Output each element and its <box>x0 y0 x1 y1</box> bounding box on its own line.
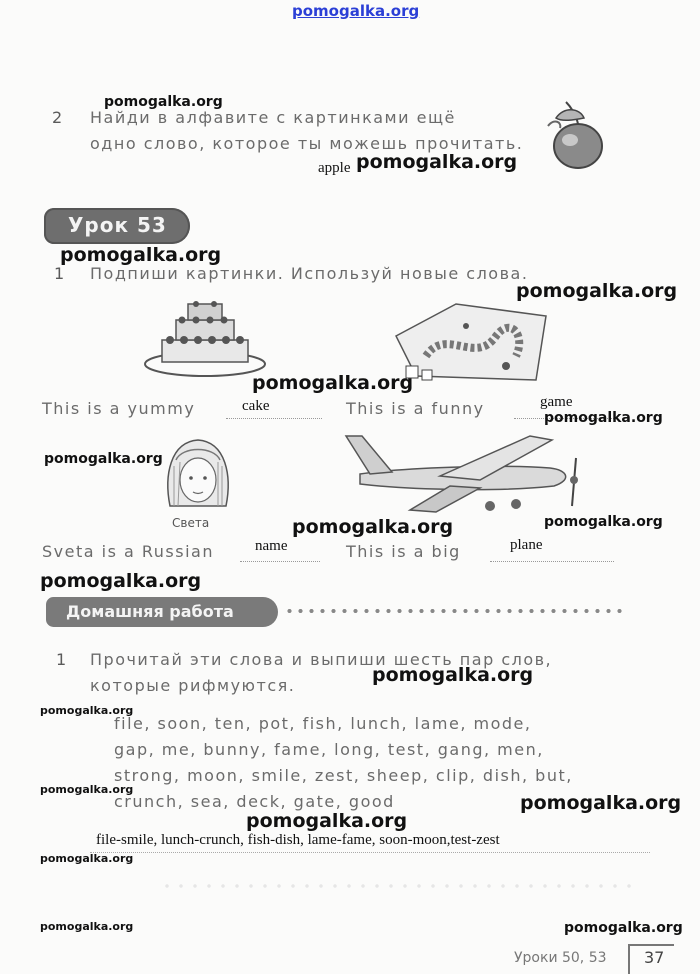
watermark: pomogalka.org <box>544 514 663 530</box>
sentence-1: This is a yummy <box>42 399 196 418</box>
footer-lessons: Уроки 50, 53 <box>514 950 607 966</box>
homework-instruction-line1: Прочитай эти слова и выпиши шесть пар слов, <box>90 650 553 669</box>
homework-badge <box>46 597 278 627</box>
watermark: pomogalka.org <box>104 94 223 110</box>
watermark: pomogalka.org <box>356 151 518 173</box>
exercise-text-line1: Найди в алфавите с картинками ещё <box>90 108 456 127</box>
cake-illustration <box>140 292 270 382</box>
answer-line <box>90 852 650 853</box>
sentence-3: Sveta is a Russian <box>42 542 214 561</box>
watermark: pomogalka.org <box>564 920 683 936</box>
watermark: pomogalka.org <box>40 570 202 592</box>
answer-cake: cake <box>242 398 270 414</box>
exercise-text-line2: одно слово, которое ты можешь прочитать. <box>90 134 524 153</box>
watermark-top[interactable]: pomogalka.org <box>292 2 420 20</box>
word-list-line: strong, moon, smile, zest, sheep, clip, dish, but, <box>114 766 573 785</box>
handwritten-answer: apple <box>318 160 351 176</box>
watermark: pomogalka.org <box>44 451 163 467</box>
watermark: pomogalka.org <box>292 516 454 538</box>
word-list-line: file, soon, ten, pot, fish, lunch, lame, mode, <box>114 714 532 733</box>
watermark: pomogalka.org <box>40 852 134 865</box>
watermark: pomogalka.org <box>544 410 663 426</box>
answer-line <box>240 561 320 562</box>
caption-sveta: Света <box>172 516 210 530</box>
exercise-instruction: Подпиши картинки. Используй новые слова. <box>90 264 529 283</box>
exercise-number: 2 <box>52 108 63 127</box>
exercise-number: 1 <box>54 264 65 283</box>
sentence-4: This is a big <box>346 542 461 561</box>
homework-title: Домашняя работа <box>66 602 234 621</box>
watermark: pomogalka.org <box>252 372 414 394</box>
word-list-line: gap, me, bunny, fame, long, test, gang, men, <box>114 740 544 759</box>
watermark: pomogalka.org <box>372 664 534 686</box>
girl-illustration <box>160 436 236 516</box>
answer-line <box>226 418 322 419</box>
homework-instruction-line2: которые рифмуются. <box>90 676 296 695</box>
apple-illustration <box>540 96 620 176</box>
watermark: pomogalka.org <box>40 704 134 717</box>
exercise-number: 1 <box>56 650 67 669</box>
page-number: 37 <box>644 948 665 967</box>
watermark: pomogalka.org <box>520 792 682 814</box>
watermark: pomogalka.org <box>40 920 134 933</box>
answer-plane: plane <box>510 537 543 553</box>
watermark: pomogalka.org <box>40 783 134 796</box>
watermark: pomogalka.org <box>516 280 678 302</box>
lesson-title: Урок 53 <box>68 213 167 237</box>
watermark: pomogalka.org <box>246 810 408 832</box>
answer-name: name <box>255 538 288 554</box>
answer-line <box>490 561 614 562</box>
lesson-badge <box>44 208 190 244</box>
word-list-line: crunch, sea, deck, gate, good <box>114 792 395 811</box>
watermark: pomogalka.org <box>60 244 222 266</box>
plane-illustration <box>340 428 600 520</box>
sentence-2: This is a funny <box>346 399 485 418</box>
homework-answer: file-smile, lunch-crunch, fish-dish, lame-fame, soon-moon,test-zest <box>96 832 500 848</box>
dotted-divider <box>284 608 624 614</box>
faded-answer-line <box>160 880 640 892</box>
answer-game: game <box>540 394 573 410</box>
